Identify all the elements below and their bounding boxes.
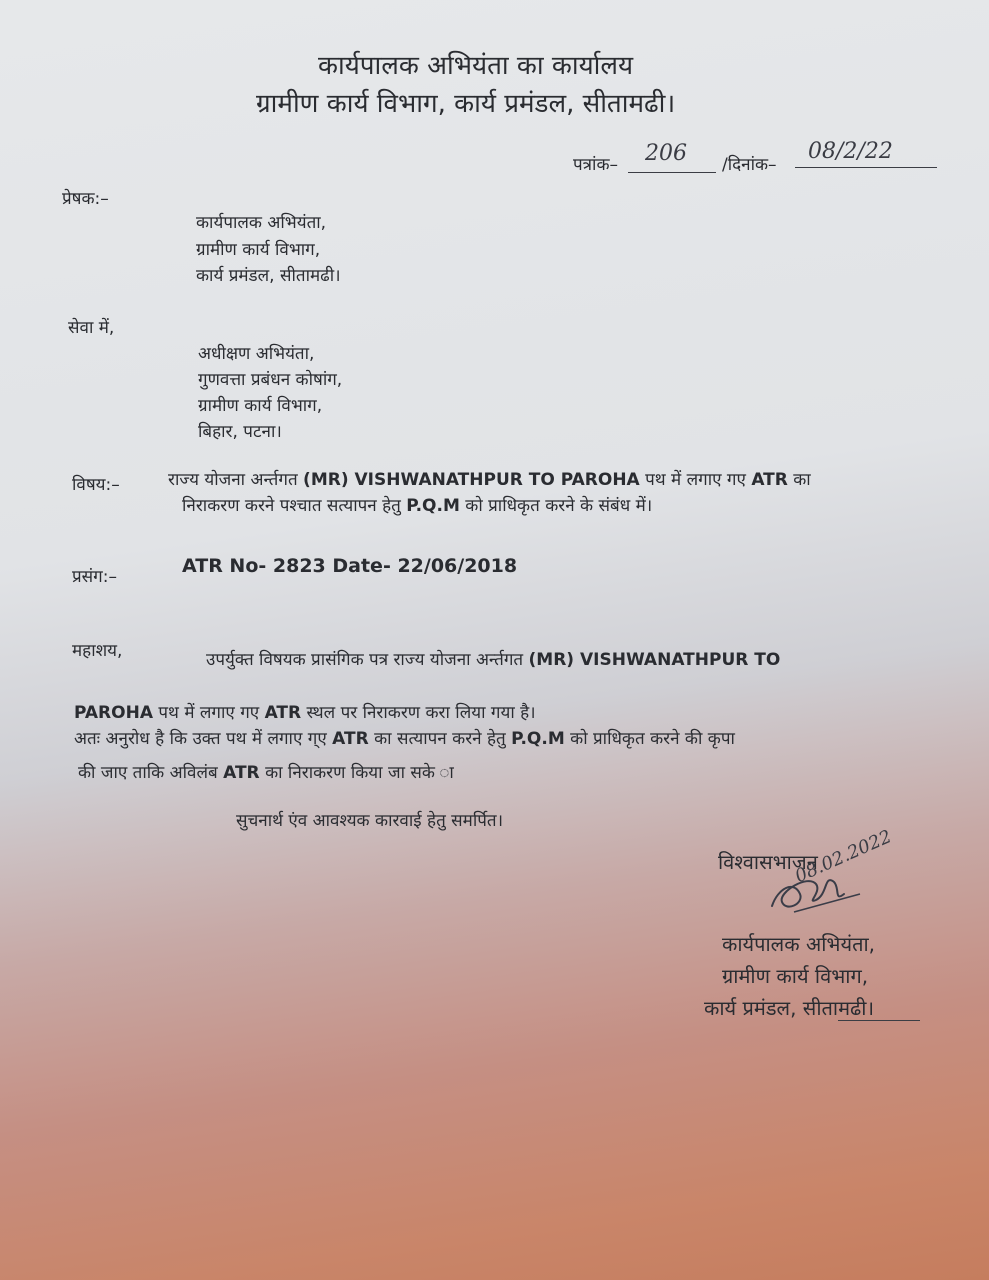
paragraph-text: अतः अनुरोध है कि उक्त पथ में लगाए ग्ए bbox=[74, 729, 327, 749]
recipient-line: ग्रामीण कार्य विभाग, bbox=[198, 396, 323, 416]
paragraph-line bbox=[206, 647, 780, 670]
paragraph-text: का निराकरण किया जा सके ा bbox=[265, 763, 454, 783]
paragraph-pqm: P.Q.M bbox=[511, 729, 565, 749]
subject-atr: ATR bbox=[751, 470, 788, 490]
subject-label: विषय:– bbox=[72, 475, 120, 495]
dinank-label: /दिनांक– bbox=[722, 155, 777, 175]
paragraph-text: को प्राधिकृत करने की कृपा bbox=[570, 729, 735, 749]
patrank-value: 206 bbox=[645, 141, 687, 166]
subject-text: निराकरण करने पश्चात सत्यापन हेतु bbox=[182, 496, 401, 516]
paragraph-line bbox=[78, 760, 454, 783]
paragraph-text: उपर्युक्त विषयक प्रासंगिक पत्र राज्य योजना अर्न्तगत bbox=[206, 650, 524, 670]
signoff-line: कार्यपालक अभियंता, bbox=[722, 932, 876, 956]
patrank-underline bbox=[628, 172, 716, 173]
salutation: महाशय, bbox=[72, 641, 123, 661]
office-subtitle: ग्रामीण कार्य विभाग, कार्य प्रमंडल, सीतामढी। bbox=[256, 89, 676, 119]
paragraph-atr: ATR bbox=[264, 703, 302, 723]
signoff-underline bbox=[838, 1020, 920, 1021]
reference-label: प्रसंग:– bbox=[72, 567, 117, 587]
closing-line: सुचनार्थ एंव आवश्यक कारवाई हेतु समर्पित। bbox=[236, 811, 504, 831]
paragraph-line bbox=[74, 726, 735, 749]
paragraph-text: स्थल पर निराकरण करा लिया गया है। bbox=[306, 703, 536, 723]
signoff-line: ग्रामीण कार्य विभाग, bbox=[722, 964, 869, 988]
sender-line: ग्रामीण कार्य विभाग, bbox=[196, 240, 321, 260]
paragraph-text: का सत्यापन करने हेतु bbox=[374, 729, 506, 749]
subject-text: को प्राधिकृत करने के संबंध में। bbox=[465, 496, 653, 516]
recipient-line: अधीक्षण अभियंता, bbox=[198, 344, 315, 364]
signoff-label: विश्वासभाजन bbox=[718, 850, 818, 874]
dinank-value: 08/2/22 bbox=[808, 139, 893, 164]
paragraph-atr: ATR bbox=[332, 729, 369, 749]
subject-road-name: (MR) VISHWANATHPUR TO PAROHA bbox=[303, 470, 640, 490]
paragraph-text: पथ में लगाए गए bbox=[158, 703, 260, 723]
paragraph-atr: ATR bbox=[223, 763, 260, 783]
paragraph-line bbox=[74, 700, 536, 723]
reference-value: ATR No- 2823 Date- 22/06/2018 bbox=[182, 555, 518, 577]
subject-pqm: P.Q.M bbox=[406, 496, 460, 516]
subject-line-1 bbox=[168, 467, 924, 490]
recipient-label: सेवा में, bbox=[68, 318, 115, 338]
subject-line-2 bbox=[182, 493, 652, 516]
paragraph-road-name: PAROHA bbox=[74, 703, 153, 723]
sender-label: प्रेषक:– bbox=[62, 189, 109, 209]
paragraph-text: की जाए ताकि अविलंब bbox=[78, 763, 218, 783]
patrank-label: पत्रांक– bbox=[573, 155, 618, 175]
subject-text: राज्य योजना अर्न्तगत bbox=[168, 470, 298, 490]
paragraph-road-name: (MR) VISHWANATHPUR TO bbox=[528, 650, 781, 670]
recipient-line: बिहार, पटना। bbox=[198, 422, 282, 442]
sender-line: कार्य प्रमंडल, सीतामढी। bbox=[196, 266, 341, 286]
subject-text: पथ में लगाए गए bbox=[645, 470, 746, 490]
dinank-underline bbox=[795, 167, 937, 168]
office-title: कार्यपालक अभियंता का कार्यालय bbox=[318, 51, 634, 81]
subject-text: का bbox=[793, 470, 811, 490]
signature-date: 08.02.2022 bbox=[792, 826, 895, 888]
signoff-line: कार्य प्रमंडल, सीतामढी। bbox=[704, 996, 875, 1020]
sender-line: कार्यपालक अभियंता, bbox=[196, 213, 327, 233]
recipient-line: गुणवत्ता प्रबंधन कोषांग, bbox=[198, 370, 343, 390]
